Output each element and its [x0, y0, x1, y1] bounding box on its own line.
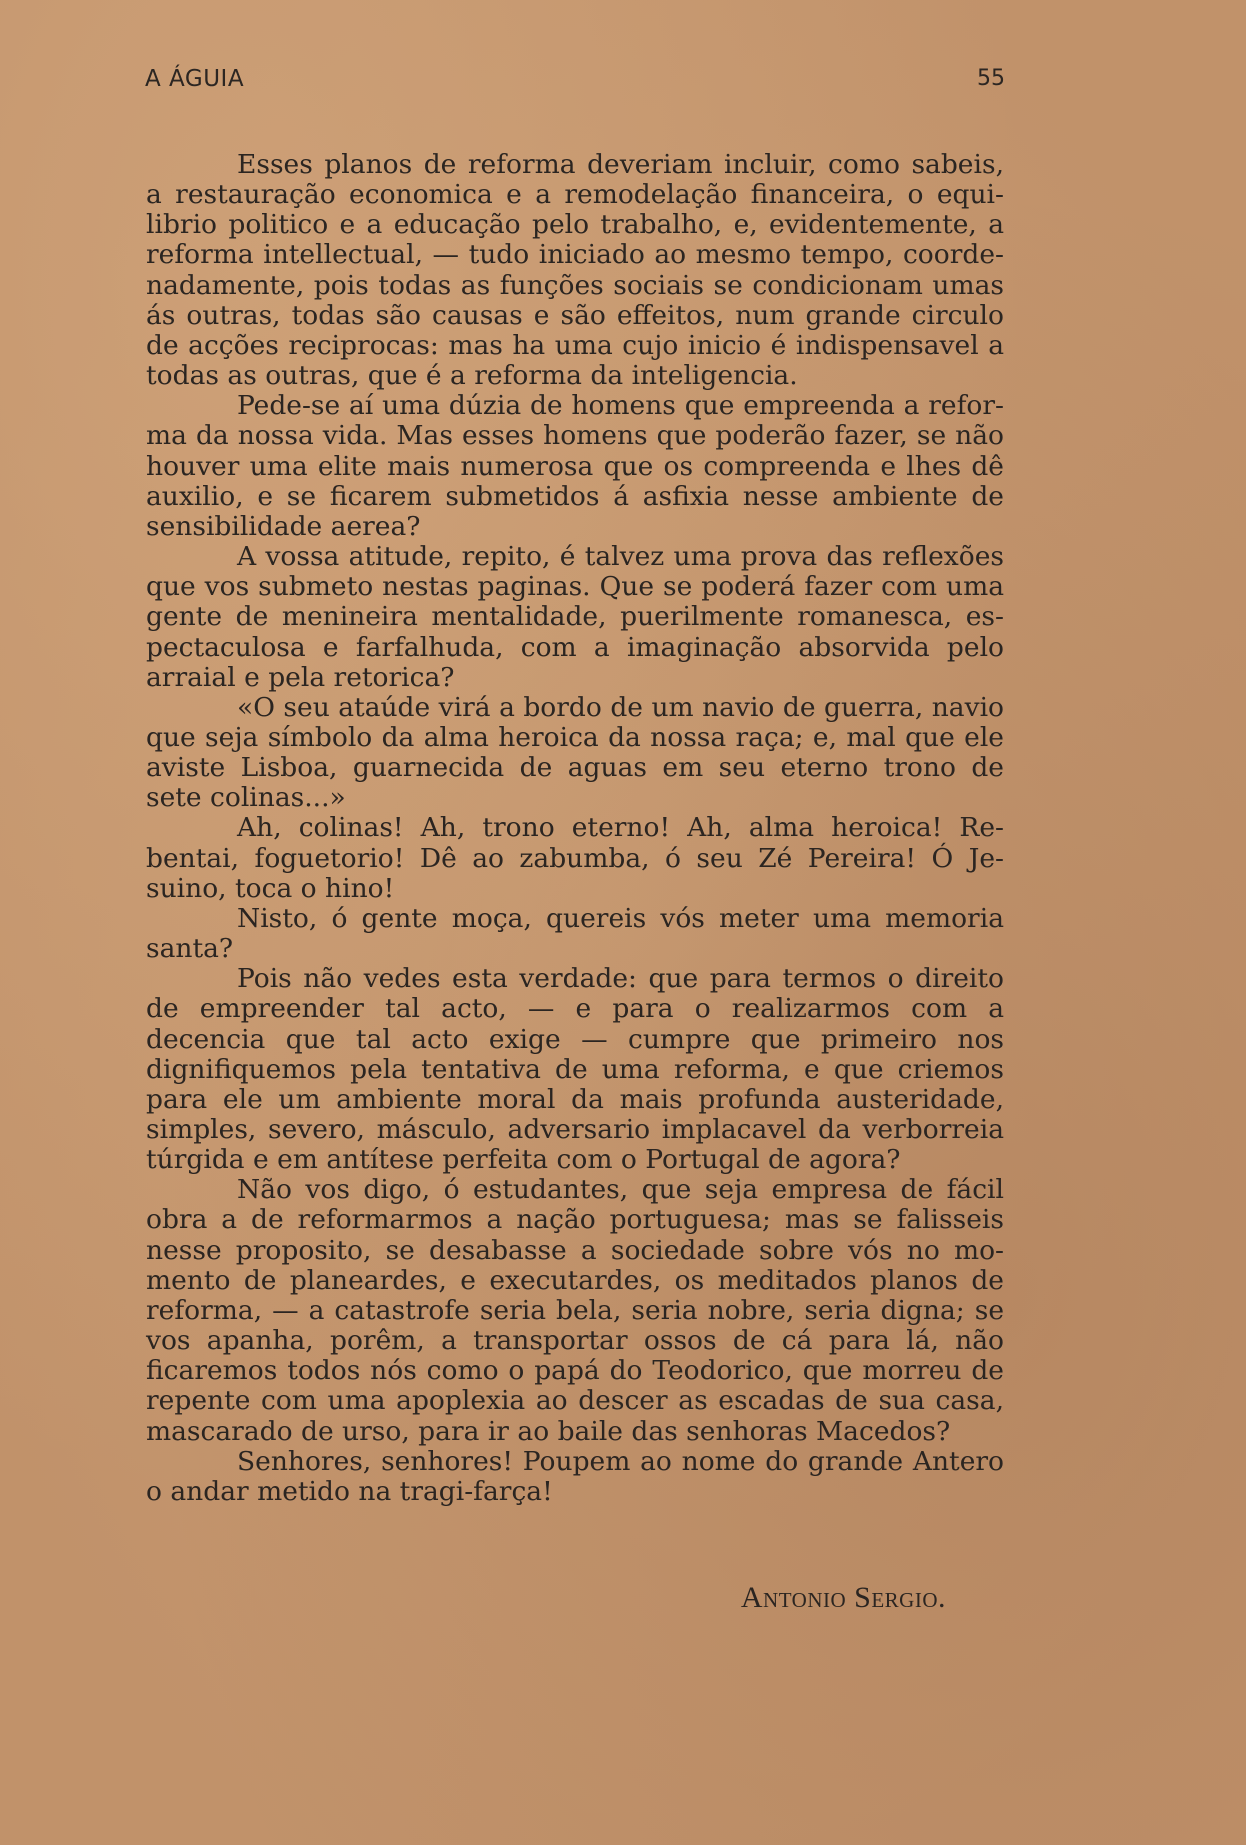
body-text: [146, 150, 1004, 1507]
paragraph: «O seu ataúde virá a bordo de um navio de guerra, navio que seja símbolo da alma heroica da nossa raça; e, mal que ele aviste Lisboa, guarnecida de aguas em seu eterno trono de sete colinas...»: [146, 691, 1004, 814]
paragraph: Ah, colinas! Ah, trono eterno! Ah, alma heroica! Rebentai, foguetorio! Dê ao zabumba, ó seu Zé Pereira! Ó Jesuino, toca o hino!: [146, 812, 1004, 904]
paragraph: Pois não vedes esta verdade: que para termos o direito de empreender tal acto, — e para o realizarmos com a decencia que tal acto exige — cumpre que primeiro nos dignifiquemos pela tentativa de uma reforma, e que criemos para ele um ambiente moral da mais profunda austeridade, simples, severo, másculo, adversario implacavel da verborreia túrgida e em antítese perfeita com o Portugal de agora?: [146, 963, 1004, 1176]
paragraph: A vossa atitude, repito, é talvez uma prova das reflexões que vos submeto nestas paginas. Que se poderá fazer com uma gente de menineira mentalidade, puerilmente romanesca, espectaculosa e farfalhuda, com a imaginação absorvida pelo arraial e pela retorica?: [146, 541, 1004, 693]
author-signature: Antonio Sergio.: [740, 1581, 946, 1614]
paragraph: Esses planos de reforma deveriam incluir, como sabeis, a restauração economica e a remodelação financeira, o equilibrio politico e a educação pelo trabalho, e, evidentemente, a reforma intellectual, — tudo iniciado ao mesmo tempo, coordenadamente, pois todas as funções sociais se condicionam umas ás outras, todas são causas e são effeitos, num grande circulo de acções reciprocas: mas ha uma cujo inicio é indispensavel a todas as outras, que é a reforma da inteligencia.: [146, 149, 1004, 392]
paragraph: Senhores, senhores! Poupem ao nome do grande Antero o andar metido na tragi-farça!: [146, 1445, 1004, 1507]
page-number: 55: [977, 66, 1005, 91]
running-head: [145, 66, 1005, 98]
paragraph: Pede-se aí uma dúzia de homens que empreenda a reforma da nossa vida. Mas esses homens que poderão fazer, se não houver uma elite mais numerosa que os compreenda e lhes dê auxilio, e se ficarem submetidos á asfixia nesse ambiente de sensibilidade aerea?: [146, 390, 1004, 542]
journal-title: A ÁGUIA: [145, 66, 245, 92]
paragraph: Não vos digo, ó estudantes, que seja empresa de fácil obra a de reformarmos a nação portuguesa; mas se falisseis nesse proposito, se desabasse a sociedade sobre vós no momento de planeardes, e executardes, os meditados planos de reforma, — a catastrofe seria bela, seria nobre, seria digna; se vos apanha, porêm, a transportar ossos de cá para lá, não ficaremos todos nós como o papá do Teodorico, que morreu de repente com uma apoplexia ao descer as escadas de sua casa, mascarado de urso, para ir ao baile das senhoras Macedos?: [146, 1174, 1004, 1447]
paragraph: Nisto, ó gente moça, quereis vós meter uma memoria santa?: [146, 902, 1004, 965]
